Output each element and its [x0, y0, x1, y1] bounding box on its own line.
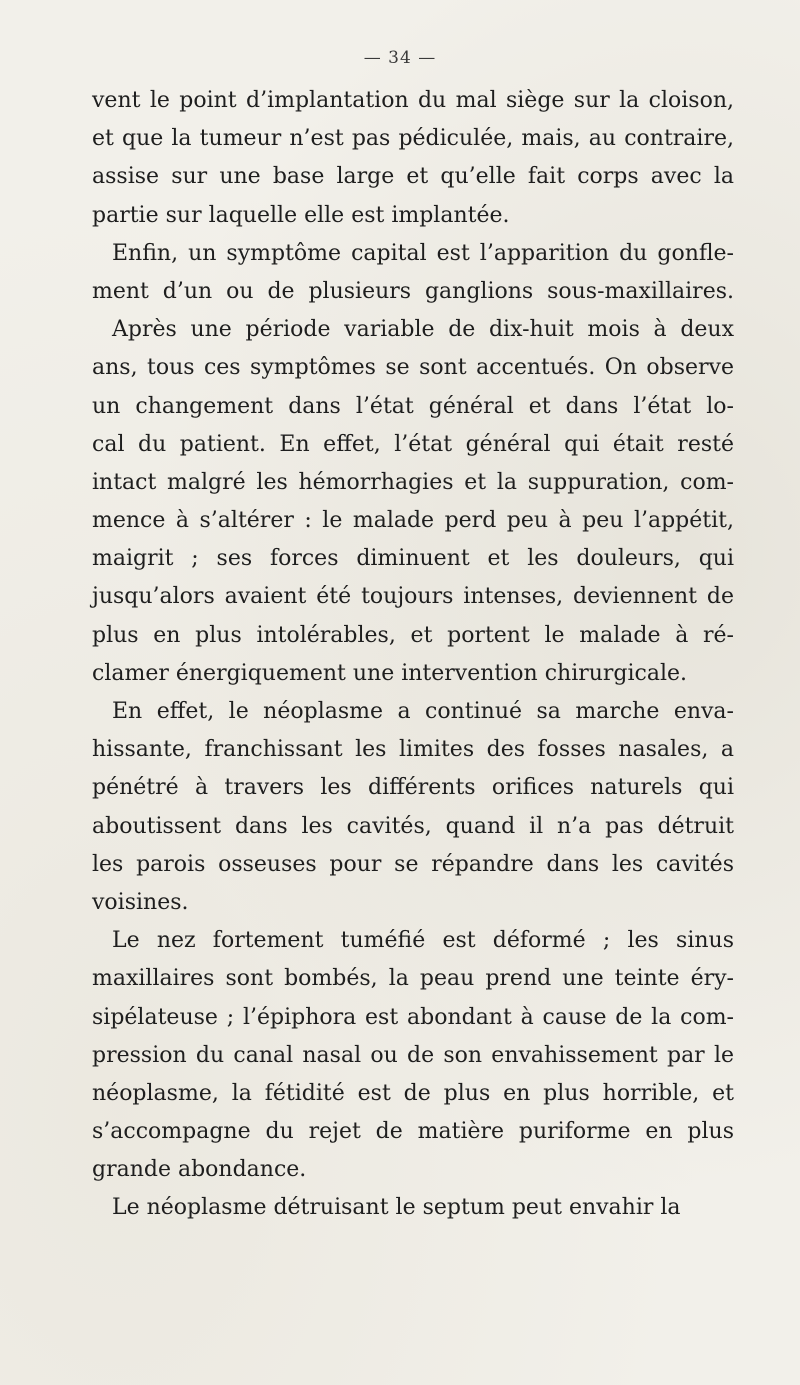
text-line: s’accompagne du rejet de matière puriforme en plus	[92, 1119, 734, 1145]
text-line: assise sur une base large et qu’elle fait corps avec la	[92, 164, 734, 190]
text-line: pression du canal nasal ou de son envahissement par le	[92, 1042, 734, 1068]
text-line: cal du patient. En effet, l’état général qui était resté	[92, 431, 734, 457]
text-line: partie sur laquelle elle est implantée.	[92, 202, 510, 228]
text-line: ans, tous ces symptômes se sont accentués. On observe	[92, 355, 734, 381]
text-line: grande abondance.	[92, 1157, 307, 1183]
text-line: maxillaires sont bombés, la peau prend une teinte éry-	[92, 966, 734, 992]
text-line: ment d’un ou de plusieurs ganglions sous-maxillaires.	[92, 278, 734, 304]
text-line: mence à s’altérer : le malade perd peu à peu l’appétit,	[92, 508, 734, 534]
body-text	[92, 82, 734, 1228]
text-line: vent le point d’implantation du mal siège sur la cloison,	[92, 88, 734, 113]
text-line: les parois osseuses pour se répandre dans les cavités	[92, 851, 734, 877]
text-line: hissante, franchissant les limites des fosses nasales, a	[92, 737, 734, 763]
text-line: voisines.	[92, 889, 189, 915]
text-line: aboutissent dans les cavités, quand il n’a pas détruit	[92, 813, 734, 839]
text-line: clamer énergiquement une intervention chirurgicale.	[92, 660, 688, 686]
text-line: jusqu’alors avaient été toujours intenses, deviennent de	[92, 584, 734, 610]
text-line: néoplasme, la fétidité est de plus en plus horrible, et	[92, 1080, 734, 1106]
text-line: intact malgré les hémorrhagies et la suppuration, com-	[92, 469, 734, 495]
text-line: maigrit ; ses forces diminuent et les douleurs, qui	[92, 546, 734, 572]
page-number: — 34 —	[363, 48, 437, 68]
text-line: Le néoplasme détruisant le septum peut envahir la	[112, 1195, 681, 1221]
text-line: Le nez fortement tuméfié est déformé ; les sinus	[112, 928, 734, 954]
text-line: un changement dans l’état général et dans l’état lo-	[92, 393, 734, 419]
text-line: plus en plus intolérables, et portent le malade à ré-	[92, 622, 734, 648]
text-line: Enfin, un symptôme capital est l’apparition du gonfle-	[112, 240, 734, 266]
text-line: et que la tumeur n’est pas pédiculée, mais, au contraire,	[92, 126, 734, 152]
text-line: Après une période variable de dix-huit mois à deux	[112, 317, 734, 343]
text-line: En effet, le néoplasme a continué sa marche enva-	[112, 699, 734, 724]
text-line: pénétré à travers les différents orifices naturels qui	[92, 775, 734, 801]
text-line: sipélateuse ; l’épiphora est abondant à cause de la com-	[92, 1004, 734, 1030]
